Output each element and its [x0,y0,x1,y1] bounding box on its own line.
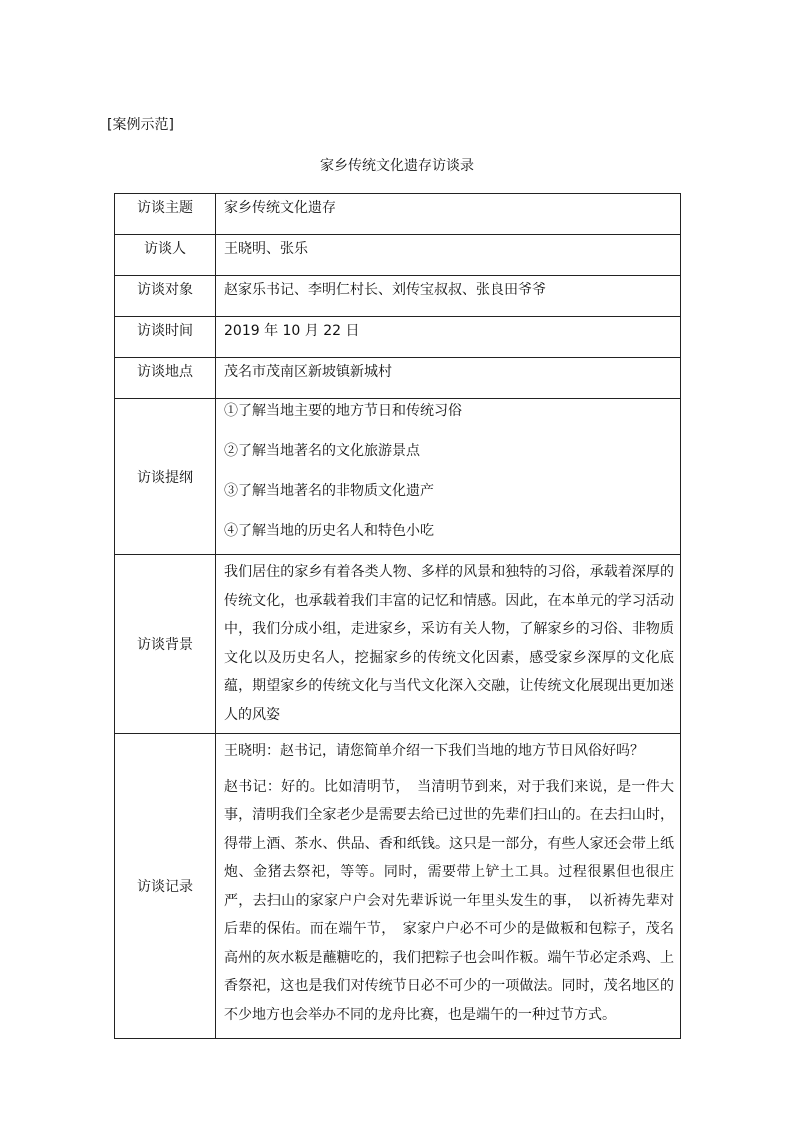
background-text: 我们居住的家乡有着各类人物、多样的风景和独特的习俗，承载着深厚的传统文化，也承载着我们丰富的记忆和情感。因此，在本单元的学习活动中，我们分成小组，走进家乡，采访有关人物，了解家乡的习俗、非物质文化以及历史名人，挖掘家乡的传统文化因素，感受家乡深厚的文化底蕴，期望家乡的传统文化与当代文化深入交融，让传统文化展现出更加迷人的风姿 [216,555,681,734]
outline-item: ②了解当地著名的文化旅游景点 [224,443,420,459]
section-label: [案例示范] [107,117,174,133]
row-key: 访谈提纲 [115,399,216,555]
table-row-place [115,358,681,399]
table-row-interviewer [115,235,681,276]
row-value: 赵家乐书记、李明仁村长、刘传宝叔叔、张良田爷爷 [216,276,681,317]
table-row-outline [115,399,681,555]
outline-item: ①了解当地主要的地方节日和传统习俗 [224,403,462,419]
row-key: 访谈时间 [115,317,216,358]
document-title: 家乡传统文化遗存访谈录 [320,158,474,174]
row-key: 访谈对象 [115,276,216,317]
table-row-background [115,555,681,734]
record-text [216,734,681,1039]
row-value: 家乡传统文化遗存 [216,194,681,235]
row-key: 访谈主题 [115,194,216,235]
row-key: 访谈地点 [115,358,216,399]
outline-list [216,399,681,555]
row-key: 访谈背景 [115,555,216,734]
row-key: 访谈记录 [115,734,216,1039]
record-question: 王晓明：赵书记，请您简单介绍一下我们当地的地方节日风俗好吗？ [224,743,644,759]
table-row-record [115,734,681,1039]
outline-item: ③了解当地著名的非物质文化遗产 [224,483,434,499]
row-key: 访谈人 [115,235,216,276]
row-value: 王晓明、张乐 [216,235,681,276]
outline-item: ④了解当地的历史名人和特色小吃 [224,523,434,539]
interview-table [114,193,681,1039]
row-value: 2019 年 10 月 22 日 [216,317,681,358]
table-row-interviewee [115,276,681,317]
table-row-topic [115,194,681,235]
table-row-time [115,317,681,358]
record-answer: 赵书记：好的。比如清明节， 当清明节到来，对于我们来说，是一件大事，清明我们全家老少是需要去给已过世的先辈们扫山的。在去扫山时，得带上酒、茶水、供品、香和纸钱。这只是一部分，有些人家还会带上纸炮、金猪去祭祀，等等。同时，需要带上铲土工具。过程很累但也很庄严，去扫山的家家户户会对先辈诉说一年里头发生的事， 以祈祷先辈对后辈的保佑。而在端午节， 家家户户必不可少的是做粄和包粽子，茂名高州的灰水粄是蘸糖吃的，我们把粽子也会叫作粄。端午节必定杀鸡、上香祭祀，这也是我们对传统节日必不可少的一项做法。同时，茂名地区的不少地方也会举办不同的龙舟比赛，也是端午的一种过节方式。 [224,778,674,1023]
row-value: 茂名市茂南区新坡镇新城村 [216,358,681,399]
